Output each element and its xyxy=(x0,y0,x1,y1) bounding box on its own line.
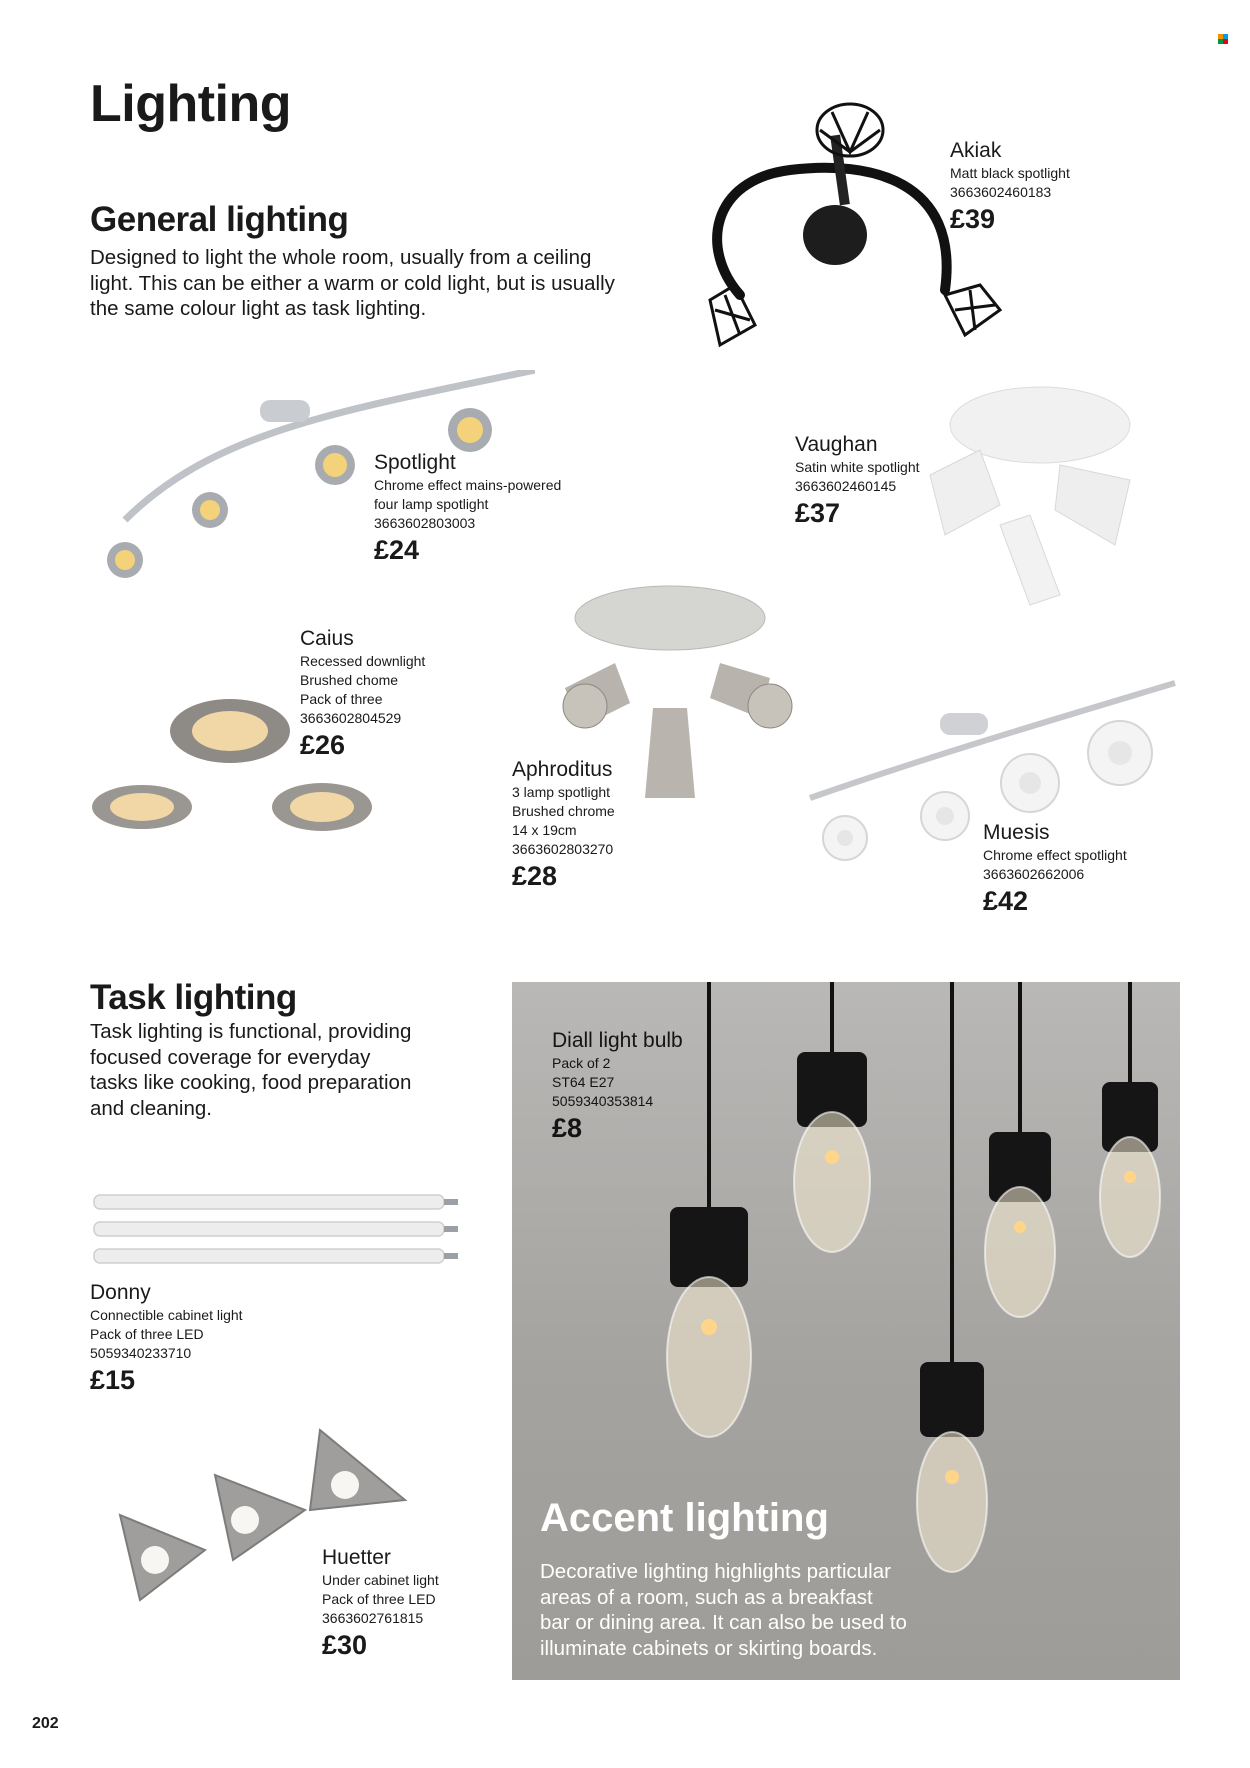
vaughan-code: 3663602460145 xyxy=(795,478,897,494)
vaughan-desc: Satin white spotlight xyxy=(795,459,920,475)
vaughan-spotlight-image xyxy=(890,385,1170,615)
huetter-code: 3663602761815 xyxy=(322,1610,424,1626)
akiak-desc: Matt black spotlight xyxy=(950,165,1070,181)
donny-desc-1: Connectible cabinet light xyxy=(90,1307,243,1323)
huetter-desc-1: Under cabinet light xyxy=(322,1572,439,1588)
accent-lighting-photo xyxy=(512,982,1180,1680)
akiak-price: £39 xyxy=(950,204,996,234)
caius-desc-1: Recessed downlight xyxy=(300,653,426,669)
page-number: 202 xyxy=(32,1715,59,1732)
muesis-price: £42 xyxy=(983,886,1029,916)
donny-cabinet-light-image xyxy=(92,1190,472,1270)
vaughan-price: £37 xyxy=(795,498,841,528)
donny-product xyxy=(90,1280,243,1397)
accent-text-line: areas of a room, such as a breakfast xyxy=(540,1585,873,1609)
muesis-product xyxy=(983,820,1127,918)
muesis-code: 3663602662006 xyxy=(983,866,1085,882)
diall-price: £8 xyxy=(552,1113,583,1143)
donny-code: 5059340233710 xyxy=(90,1345,192,1361)
spotlight-code: 3663602803003 xyxy=(374,515,476,531)
general-text-line: the same colour light as task lighting. xyxy=(90,297,427,320)
general-text-line: light. This can be either a warm or cold light, but is usually xyxy=(90,271,615,295)
caius-product xyxy=(300,626,425,762)
muesis-desc: Chrome effect spotlight xyxy=(983,847,1127,863)
spotlight-price: £24 xyxy=(374,535,420,565)
task-text-line: tasks like cooking, food preparation xyxy=(90,1071,412,1094)
task-lighting-heading: Task lighting xyxy=(90,978,297,1017)
task-text-line: focused coverage for everyday xyxy=(90,1045,371,1069)
aphroditus-name: Aphroditus xyxy=(512,758,613,781)
general-lighting-heading: General lighting xyxy=(90,200,349,239)
huetter-desc-2: Pack of three LED xyxy=(322,1591,436,1607)
accent-text-line: Decorative lighting highlights particular xyxy=(540,1560,891,1583)
akiak-code: 3663602460183 xyxy=(950,184,1052,200)
aphroditus-desc-2: Brushed chrome xyxy=(512,803,615,819)
brand-logo-square-red xyxy=(1223,39,1228,44)
diall-name: Diall light bulb xyxy=(552,1029,683,1052)
spotlight-name: Spotlight xyxy=(374,451,456,474)
accent-lighting-heading: Accent lighting xyxy=(540,1496,829,1540)
akiak-product xyxy=(950,138,1070,236)
accent-text-line: illuminate cabinets or skirting boards. xyxy=(540,1636,878,1660)
spotlight-desc-1: Chrome effect mains-powered xyxy=(374,477,562,493)
accent-lighting-text xyxy=(540,1559,1170,1661)
diall-product xyxy=(552,1028,683,1145)
caius-price: £26 xyxy=(300,730,346,760)
diall-desc-2: ST64 E27 xyxy=(552,1074,615,1090)
donny-desc-2: Pack of three LED xyxy=(90,1326,204,1342)
caius-desc-2: Brushed chome xyxy=(300,672,399,688)
general-lighting-text xyxy=(90,245,690,322)
task-lighting-text xyxy=(90,1019,510,1121)
donny-name: Donny xyxy=(90,1281,151,1304)
muesis-name: Muesis xyxy=(983,821,1050,844)
aphroditus-product xyxy=(512,757,615,893)
akiak-name: Akiak xyxy=(950,139,1002,162)
vaughan-name: Vaughan xyxy=(795,433,878,456)
task-text-line: and cleaning. xyxy=(90,1096,212,1120)
aphroditus-desc-1: 3 lamp spotlight xyxy=(512,784,611,800)
caius-desc-3: Pack of three xyxy=(300,691,383,707)
aphroditus-price: £28 xyxy=(512,861,558,891)
donny-price: £15 xyxy=(90,1365,136,1395)
caius-code: 3663602804529 xyxy=(300,710,402,726)
spotlight-product xyxy=(374,450,561,567)
aphroditus-code: 3663602803270 xyxy=(512,841,614,857)
accent-text-line: bar or dining area. It can also be used to xyxy=(540,1611,907,1634)
aphroditus-size: 14 x 19cm xyxy=(512,822,577,838)
vaughan-product xyxy=(795,432,920,530)
diall-code: 5059340353814 xyxy=(552,1093,654,1109)
caius-name: Caius xyxy=(300,627,354,650)
task-text-line: Task lighting is functional, providing xyxy=(90,1020,412,1043)
diall-desc-1: Pack of 2 xyxy=(552,1055,611,1071)
spotlight-desc-2: four lamp spotlight xyxy=(374,496,489,512)
huetter-product xyxy=(322,1545,439,1662)
page-title: Lighting xyxy=(90,75,292,133)
general-text-line: Designed to light the whole room, usually from a ceiling xyxy=(90,246,592,269)
huetter-price: £30 xyxy=(322,1630,368,1660)
huetter-name: Huetter xyxy=(322,1546,391,1569)
